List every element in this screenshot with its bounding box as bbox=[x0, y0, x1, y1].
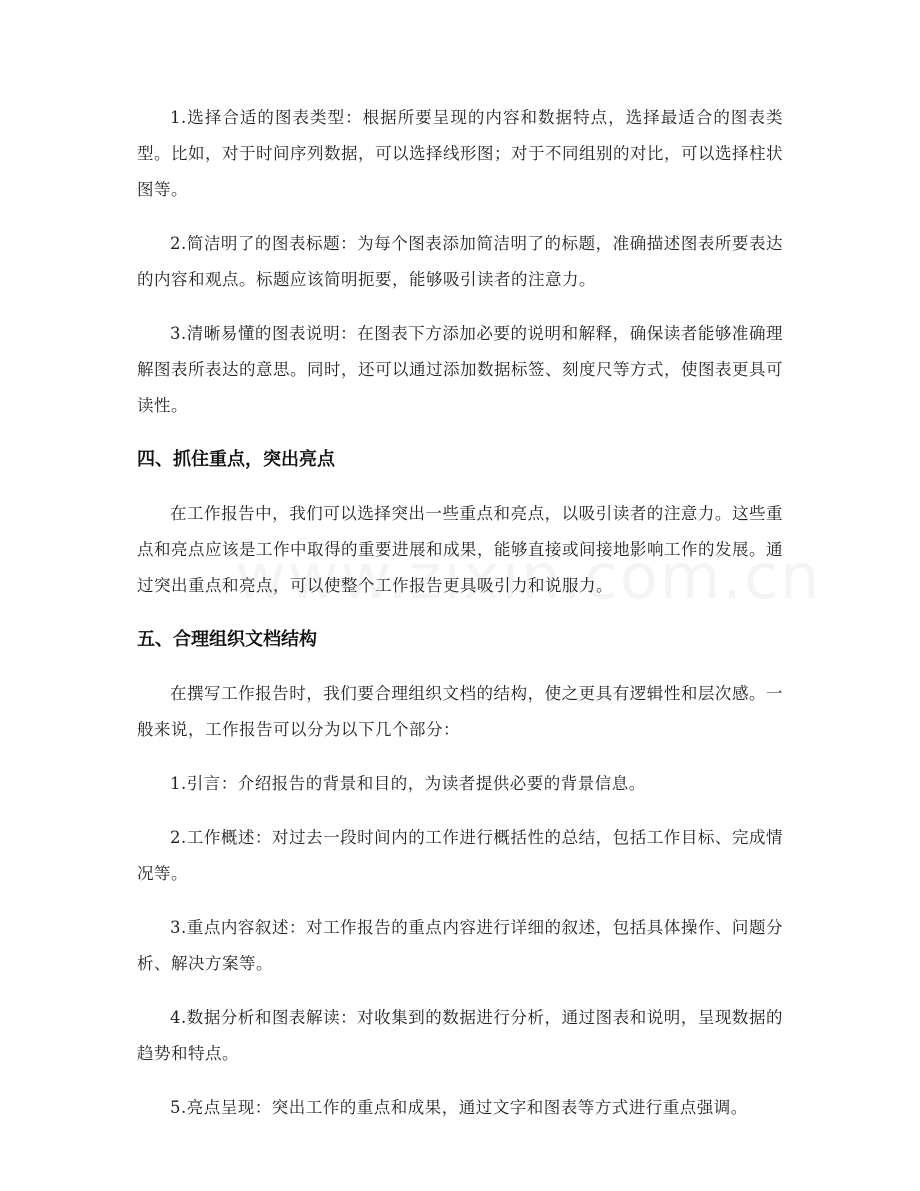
list-item-highlights: 5.亮点呈现：突出工作的重点和成果，通过文字和图表等方式进行重点强调。 bbox=[170, 1098, 748, 1117]
paragraph-structure-intro: 在撰写工作报告时，我们要合理组织文档的结构，使之更具有逻辑性和层次感。一般来说，工作报告可以分为以下几个部分： bbox=[137, 684, 783, 739]
paragraph-chart-caption: 3.清晰易懂的图表说明：在图表下方添加必要的说明和解释，确保读者能够准确理解图表所表达的意思。同时，还可以通过添加数据标签、刻度尺等方式，使图表更具可读性。 bbox=[137, 324, 783, 415]
list-item-data-analysis: 4.数据分析和图表解读：对收集到的数据进行分析，通过图表和说明，呈现数据的趋势和特点。 bbox=[137, 1008, 783, 1063]
paragraph-highlights: 在工作报告中，我们可以选择突出一些重点和亮点，以吸引读者的注意力。这些重点和亮点应该是工作中取得的重要进展和成果，能够直接或间接地影响工作的发展。通过突出重点和亮点，可以使整个工作报告更具吸引力和说服力。 bbox=[137, 504, 783, 595]
paragraph-chart-type: 1.选择合适的图表类型：根据所要呈现的内容和数据特点，选择最适合的图表类型。比如，对于时间序列数据，可以选择线形图；对于不同组别的对比，可以选择柱状图等。 bbox=[137, 108, 783, 199]
section-heading-highlights: 四、抓住重点，突出亮点 bbox=[137, 449, 335, 470]
list-item-key-content: 3.重点内容叙述：对工作报告的重点内容进行详细的叙述，包括具体操作、问题分析、解决方案等。 bbox=[137, 918, 783, 973]
document-body bbox=[137, 100, 783, 1144]
paragraph-chart-title: 2.简洁明了的图表标题：为每个图表添加简洁明了的标题，准确描述图表所要表达的内容和观点。标题应该简明扼要，能够吸引读者的注意力。 bbox=[137, 234, 783, 289]
list-item-introduction: 1.引言：介绍报告的背景和目的，为读者提供必要的背景信息。 bbox=[170, 774, 646, 793]
section-heading-structure: 五、合理组织文档结构 bbox=[137, 629, 317, 650]
list-item-work-overview: 2.工作概述：对过去一段时间内的工作进行概括性的总结，包括工作目标、完成情况等。 bbox=[137, 828, 783, 883]
